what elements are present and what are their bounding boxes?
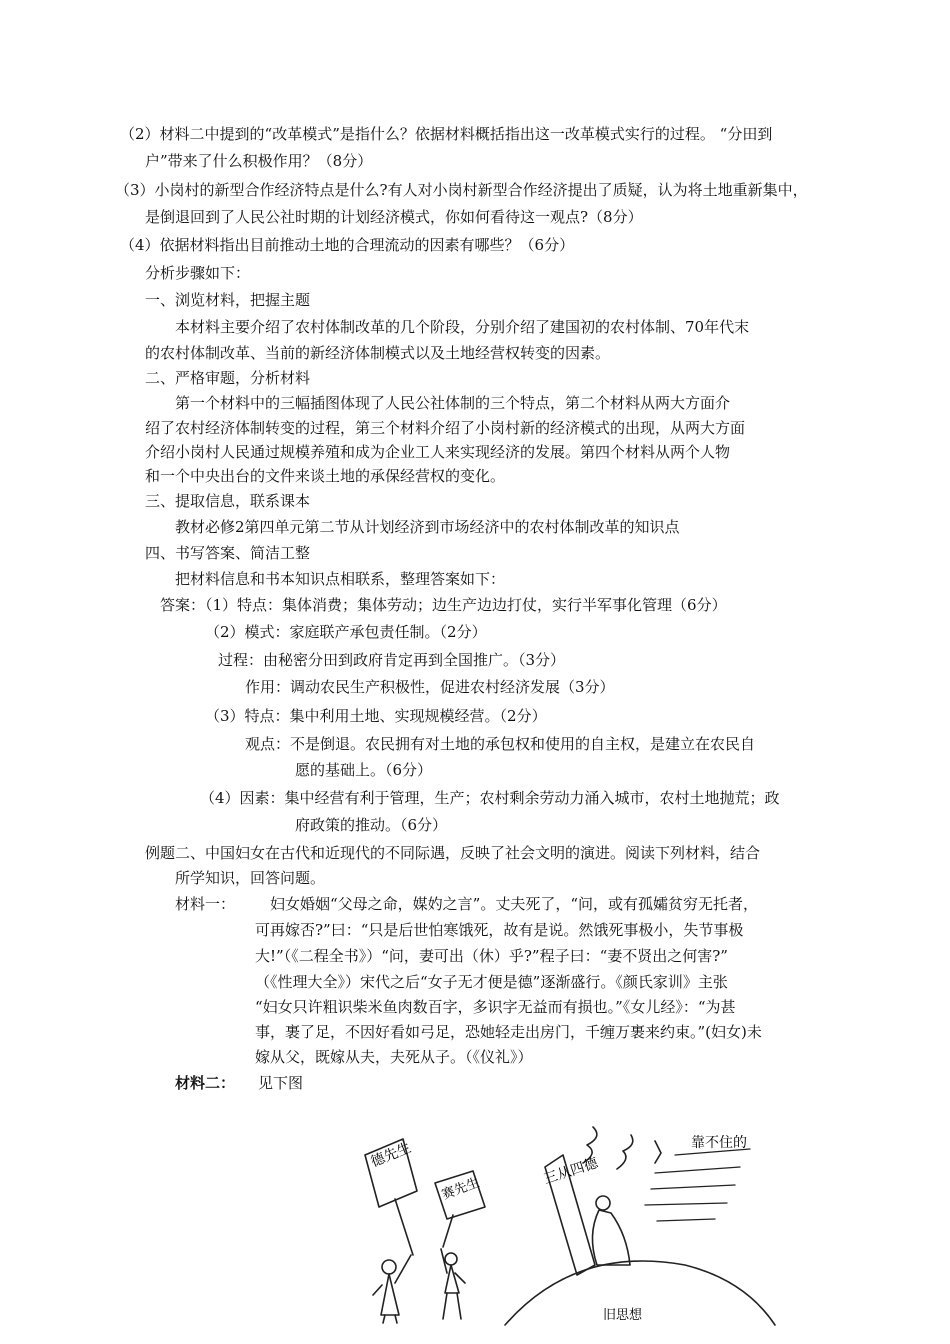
step-2-line-3: 介绍小岗村人民通过规模养殖和成为企业工人来实现经济的发展。第四个材料从两个人物: [145, 443, 731, 461]
step-3-title: 三、提取信息，联系课本: [145, 492, 311, 510]
answer-3-view-line-1: 观点：不是倒退。农民拥有对土地的承包权和使用的自主权，是建立在农民自: [245, 735, 756, 753]
example-2-intro-line-2: 所学知识，回答问题。: [175, 869, 326, 887]
material-1-line-1: 妇女婚姻“父母之命，媒妁之言”。丈夫死了，“问，或有孤孀贫穷无托者，: [270, 895, 759, 913]
question-2-line-1: （2）材料二中提到的“改革模式”是指什么？依据材料概括指出这一改革模式实行的过程。 “分田到: [120, 125, 773, 143]
caption-bottom: 旧思想: [603, 1308, 643, 1323]
material-1-line-3: 大!”（《二程全书》）“问，妻可出（休）乎?”程子曰：“妻不贤出之何害?”: [255, 947, 728, 965]
answer-1: 答案：（1）特点：集体消费；集体劳动；边生产边边打仗，实行半军事化管理（6分）: [160, 596, 727, 614]
step-1-line-1: 本材料主要介绍了农村体制改革的几个阶段，分别介绍了建国初的农村体制、70年代末: [175, 318, 750, 336]
example-2-intro-line-1: 例题二、中国妇女在古代和近现代的不同际遇，反映了社会文明的演进。阅读下列材料，结合: [145, 844, 761, 862]
speech-lines: [645, 1149, 750, 1221]
banner-text: 三从四德: [541, 1155, 601, 1188]
question-3-line-2: 是倒退回到了人民公社时期的计划经济模式，你如何看待这一观点?（8分）: [145, 208, 643, 226]
material-1-label: 材料一：: [175, 895, 236, 913]
material-1-line-6: 事，裹了足，不因好看如弓足，恐她轻走出房门，千缠万裹来约束。”(妇女)未: [255, 1023, 762, 1041]
question-2-line-2: 户”带来了什么积极作用？（8分）: [145, 152, 373, 170]
material-1-line-4: （《性理大全》）宋代之后“女子无才便是德”逐渐盛行。《颜氏家训》主张: [255, 973, 728, 991]
step-1-line-2: 的农村体制改革、当前的新经济体制模式以及土地经营权转变的因素。: [145, 344, 611, 362]
material-1-line-5: “妇女只许粗识柴米鱼肉数百字，多识字无益而有损也。”《女儿经》：“为甚: [255, 998, 736, 1016]
scribble-3: [655, 1141, 661, 1163]
answer-2-effect: 作用：调动农民生产积极性，促进农村经济发展（3分）: [245, 678, 615, 696]
step-2-line-4: 和一个中央出台的文件来谈土地的承保经营权的变化。: [145, 467, 506, 485]
answer-2-mode: （2）模式：家庭联产承包责任制。（2分）: [205, 623, 487, 641]
answer-3-view-line-2: 愿的基础上。（6分）: [295, 761, 433, 779]
material-2-label: 材料二：: [175, 1074, 236, 1092]
material-1-line-7: 嫁从父，既嫁从夫，夫死从子。（《仪礼》）: [255, 1048, 533, 1066]
scribble-2: [617, 1135, 633, 1169]
step-4-title: 四、书写答案、简洁工整: [145, 544, 311, 562]
answer-2-process: 过程：由秘密分田到政府肯定再到全国推广。（3分）: [218, 651, 566, 669]
material-2-text: 见下图: [258, 1074, 304, 1092]
step-4-line-1: 把材料信息和书本知识点相联系，整理答案如下：: [175, 570, 506, 588]
caption-top: 靠不住的: [691, 1135, 747, 1151]
sign-right-text: 赛先生: [439, 1175, 482, 1203]
answer-4-line-2: 府政策的推动。（6分）: [295, 816, 448, 834]
step-3-line-1: 教材必修2第四单元第二节从计划经济到市场经济中的农村体制改革的知识点: [175, 518, 680, 536]
question-4: （4）依据材料指出目前推动土地的合理流动的因素有哪些？（6分）: [120, 236, 575, 254]
person-seated: [592, 1196, 630, 1265]
answer-3-feature: （3）特点：集中利用土地、实现规模经营。（2分）: [205, 707, 547, 725]
step-2-line-1: 第一个材料中的三幅插图体现了人民公社体制的三个特点，第二个材料从两大方面介: [175, 394, 731, 412]
question-3-line-1: （3）小岗村的新型合作经济特点是什么?有人对小岗村新型合作经济提出了质疑，认为将土地重新集中，: [115, 181, 808, 199]
material-1-line-2: 可再嫁否?”曰：“只是后世怕寒饿死，故有是说。然饿死事极小，失节事极: [255, 921, 744, 939]
person-right: [441, 1249, 465, 1319]
analysis-intro: 分析步骤如下：: [145, 264, 251, 282]
sign-left-text: 德先生: [368, 1140, 414, 1171]
answer-4-line-1: （4）因素：集中经营有利于管理，生产；农村剩余劳动力涌入城市，农村土地抛荒；政: [200, 789, 780, 807]
step-2-title: 二、严格审题，分析材料: [145, 369, 311, 387]
person-left: [373, 1255, 411, 1323]
historical-cartoon: [355, 1115, 785, 1327]
step-1-title: 一、浏览材料，把握主题: [145, 291, 311, 309]
step-2-line-2: 绍了农村经济体制转变的过程，第三个材料介绍了小岗村新的经济模式的出现，从两大方面: [145, 419, 746, 437]
